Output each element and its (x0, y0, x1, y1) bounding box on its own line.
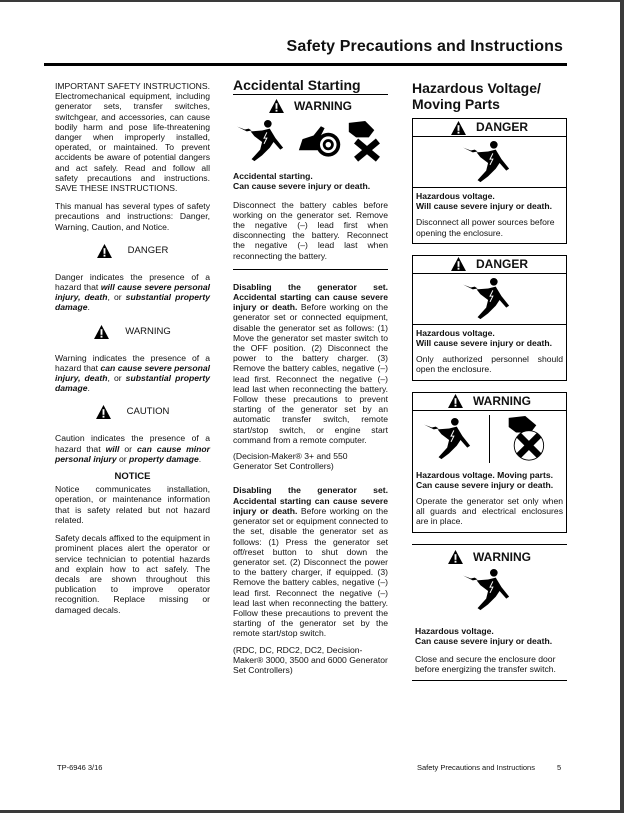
emphasis: Disabling the generator set. Accidental starting can cause severe injury or death. (233, 281, 388, 313)
notice-label: NOTICE (114, 471, 151, 483)
text: Warning indicates the presence of a hazard that (55, 352, 210, 373)
emphasis: property damage (129, 453, 199, 464)
hazard-headline: Hazardous voltage. (415, 625, 494, 636)
box-header (413, 393, 566, 410)
disconnect-battery-paragraph: Disconnect the battery cables before working on the generator set. Remove the negative (–) lead first when disconnecting the battery. Reconnect the negative (–) lead last when reconnecting the battery. (233, 200, 388, 270)
notice-definition: Notice communicates installation, operation, or maintenance information that is safety related but not hazard related. (55, 484, 210, 525)
box-pictogram (413, 274, 566, 325)
text: , or (107, 292, 126, 303)
hazard-consequence: Will cause severe injury or death. (416, 201, 553, 212)
disabling-block-2 (233, 485, 388, 638)
warning-label: WARNING (473, 394, 531, 409)
emphasis: can cause minor personal injury (55, 443, 211, 464)
danger-label: DANGER (475, 120, 528, 135)
text: Before working on the generator set or connected equipment, disable the generator set as follows: (1) Move the generator set master switch to the OFF position. (2) Disconnect the power to the battery charger. (3) Remove the battery cables, negative (–) lead first. Reconnect the negative (–) lead last when reconnecting the battery. Follow these precautions to prevent starting of the generator set by an automatic transfer switch, remote start/stop switch, or engine start command from a remote computer. (233, 302, 388, 445)
danger-box-1 (412, 118, 567, 244)
footer-doc-id: TP-6946 3/16 (57, 763, 103, 772)
instruction: Disconnect all power sources before opening the enclosure. (416, 217, 555, 238)
electric-shock-icon (461, 277, 519, 321)
disabling-block-1 (233, 282, 388, 445)
warning-triangle-icon (451, 257, 466, 271)
text: . (87, 302, 90, 313)
hazard-headline: Hazardous voltage. (416, 327, 495, 338)
warning-triangle-icon (451, 121, 466, 135)
warning-triangle-icon (269, 99, 284, 113)
box-text (413, 188, 566, 243)
electric-shock-icon (422, 417, 480, 461)
emphasis: can cause severe personal injury, death (55, 362, 210, 384)
text: . (198, 453, 202, 464)
warning-box-1 (412, 392, 567, 533)
warning-label: WARNING (294, 99, 352, 114)
danger-box-2 (412, 255, 567, 381)
text: or (119, 443, 138, 454)
box-header (413, 119, 566, 137)
hazard-consequence: Can cause severe injury or death. (233, 181, 371, 192)
box-text (413, 325, 566, 380)
danger-signal (55, 244, 210, 258)
box-pictograms (413, 410, 566, 467)
caution-label: CAUTION (126, 406, 170, 418)
column-accidental-starting (233, 77, 388, 683)
pictogram-left (413, 415, 490, 463)
intro-paragraph: IMPORTANT SAFETY INSTRUCTIONS. Electromechanical equipment, including generator sets, transfer switches, switchgear, and accessories, can cause bodily harm and pose life-threatening danger when improperly installed, operated, or maintained. To prevent accidents be aware of potential dangers and act safely. Read and follow all safety precautions and instructions. SAVE THESE INSTRUCTIONS. (55, 81, 210, 194)
warning-triangle-icon (448, 550, 463, 564)
warning-triangle-icon (96, 405, 111, 419)
text: or (116, 453, 130, 464)
danger-label: DANGER (475, 257, 528, 272)
box-header (415, 550, 564, 564)
electric-shock-icon (235, 119, 293, 163)
text: . (87, 383, 90, 394)
text: , or (107, 373, 126, 384)
caution-signal (55, 405, 210, 419)
hazard-consequence: Can cause severe injury or death. (416, 479, 554, 490)
warning-box-2 (412, 544, 567, 682)
hazard-pictograms (233, 117, 388, 165)
page-number: 5 (557, 763, 562, 772)
electric-shock-icon (461, 568, 519, 612)
warning-signal (55, 325, 210, 339)
controller-note-2: (RDC, DC, RDC2, DC2, Decision-Maker® 3000, 3500 and 6000 Generator Set Controllers) (233, 644, 388, 675)
column-hazardous-voltage (412, 80, 567, 681)
footer-section: Safety Precautions and Instructions (417, 763, 535, 772)
column-intro (55, 81, 210, 623)
electric-shock-icon (461, 140, 519, 184)
warning-header (233, 99, 388, 113)
danger-label: DANGER (127, 244, 169, 256)
pictogram-right (490, 411, 566, 467)
box-text (413, 467, 566, 532)
fan-blade-hazard-icon (505, 415, 551, 463)
section-title: Hazardous Voltage/ Moving Parts (412, 80, 541, 112)
warning-label: WARNING (473, 549, 531, 564)
emphasis: substantial property damage (55, 373, 210, 394)
danger-definition (55, 272, 210, 313)
instruction: Operate the generator set only when all guards and electrical enclosures are in place. (416, 496, 563, 527)
warning-triangle-icon (448, 394, 463, 408)
warning-triangle-icon (97, 244, 112, 258)
instruction: Only authorized personnel should open the enclosure. (416, 354, 563, 375)
hazard-consequence: Will cause severe injury or death. (416, 338, 553, 349)
warning-definition (55, 353, 210, 394)
document-page (0, 2, 620, 810)
text: Caution indicates the presence of a hazard that (55, 433, 210, 454)
emphasis: will (105, 443, 120, 454)
decals-paragraph: Safety decals affixed to the equipment in prominent places alert the operator or service technician to potential hazards and explain how to act safely. The decals are shown throughout this publication to improve operator recognition. Replace missing or damaged decals. (55, 533, 210, 615)
warning-label: WARNING (125, 325, 171, 337)
emphasis: substantial property damage (55, 292, 210, 313)
hazard-headline: Hazardous voltage. (416, 191, 495, 201)
box-pictogram (413, 137, 566, 188)
types-paragraph: This manual has several types of safety precautions and instructions: Danger, Warning, Caution, and Notice. (55, 201, 210, 232)
text: Danger indicates the presence of a hazard that (55, 271, 210, 293)
warning-triangle-icon (94, 325, 109, 339)
page-header-title: Safety Precautions and Instructions (286, 38, 563, 55)
instruction: Close and secure the enclosure door before energizing the transfer switch. (415, 654, 556, 675)
hazard-headline: Hazardous voltage. Moving parts. (416, 469, 554, 480)
fan-blade-hazard-icon (347, 120, 387, 162)
hazard-consequence: Can cause severe injury or death. (415, 635, 553, 646)
caution-definition (55, 433, 210, 464)
text: Before working on the generator set or equipment connected to the set, disable the generator set as follows: (1) Press the generator set off/reset button to shut down the generator set. (2) Disconnect the power to the battery charger, if equipped. (3) Remove the battery cables, negative (–) lead first. Reconnect the negative (–) lead last when reconnecting the battery. Follow these precautions to prevent the starting of the generator set by the remote start/stop switch. (233, 505, 388, 639)
emphasis: will cause severe personal injury, death (55, 282, 210, 303)
box-header (413, 256, 566, 274)
section-title: Accidental Starting (233, 80, 388, 95)
controller-note-1: (Decision-Maker® 3+ and 550 Generator Set Controllers) (233, 451, 348, 472)
hand-in-gear-icon (297, 122, 343, 160)
emphasis: Disabling the generator set. Accidental starting can cause severe injury or death. (233, 485, 388, 516)
box-pictogram (415, 566, 564, 614)
header-rule (44, 63, 567, 66)
hazard-headline: Accidental starting. (233, 171, 313, 182)
